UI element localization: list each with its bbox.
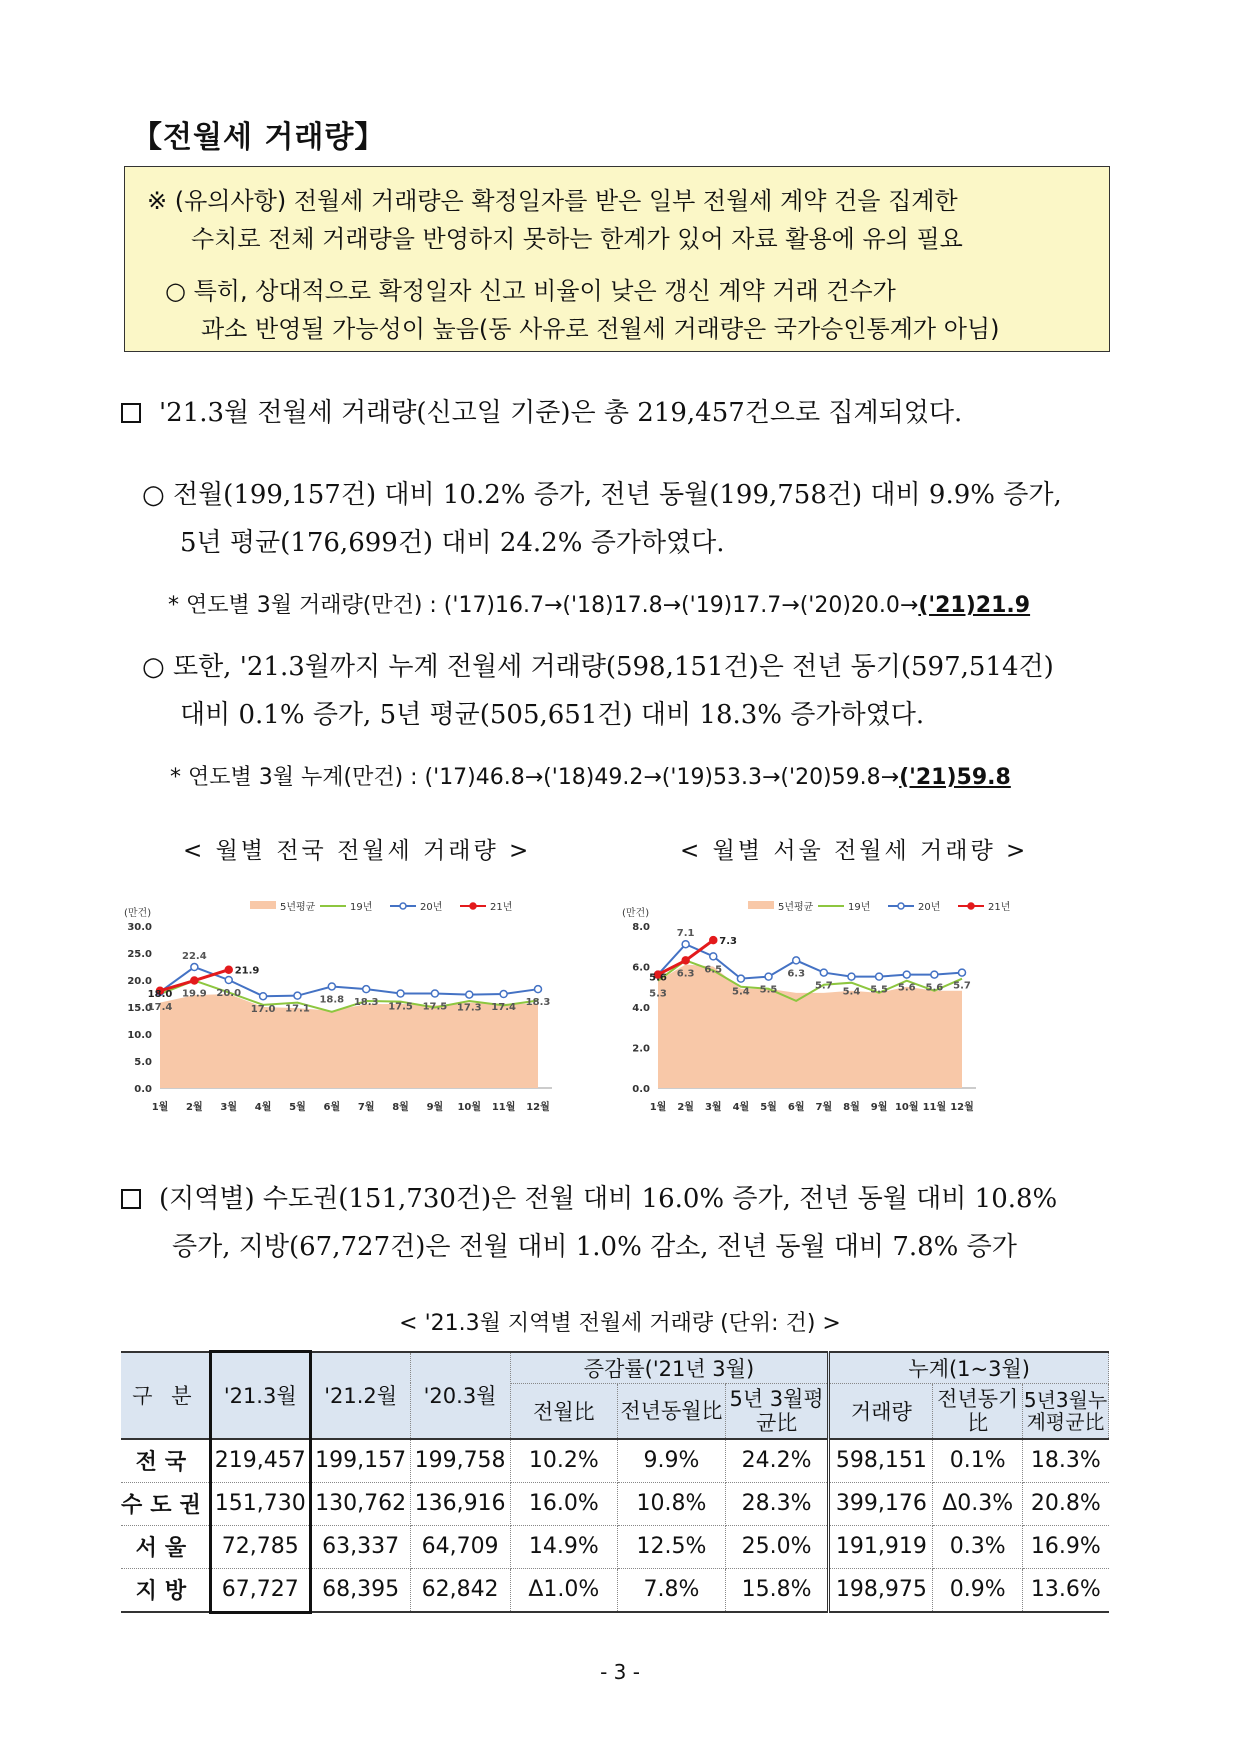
- data-point: [328, 983, 335, 990]
- data-point: [876, 973, 883, 980]
- data-point: [820, 969, 827, 976]
- data-point: [397, 990, 404, 997]
- data-label: 20.0: [216, 988, 242, 999]
- legend-label: 21년: [490, 902, 513, 913]
- x-tick-label: 10월: [457, 1102, 482, 1113]
- legend-swatch: [250, 901, 276, 909]
- data-label: 5.6: [649, 972, 667, 984]
- x-tick-label: 1월: [151, 1102, 169, 1113]
- x-tick-label: 8월: [843, 1102, 860, 1113]
- data-point: [191, 964, 198, 971]
- data-point: [294, 992, 301, 999]
- y-tick-label: 30.0: [127, 922, 152, 933]
- y-tick-label: 25.0: [127, 949, 152, 960]
- header-cum-vol: 거래량: [829, 1383, 933, 1439]
- table-cell: 12.5%: [618, 1525, 726, 1568]
- notice-line-1: ※ (유의사항) 전월세 거래량은 확정일자를 받은 일부 전월세 계약 건을 집계한: [147, 187, 958, 215]
- table-cell: 0.9%: [933, 1568, 1023, 1612]
- x-tick-label: 7월: [815, 1102, 833, 1113]
- data-label: 7.1: [676, 928, 695, 940]
- data-point: [793, 957, 800, 964]
- data-label: 18.0: [147, 988, 173, 1000]
- data-point: [225, 977, 232, 984]
- bullet1-line2: 5년 평균(176,699건) 대비 24.2% 증가하였다.: [180, 528, 725, 558]
- table-caption: < '21.3월 지역별 전월세 거래량 (단위: 건) >: [399, 1311, 841, 1336]
- header-cum-5y: 5년3월누계평균比: [1023, 1383, 1109, 1439]
- x-tick-label: 11월: [491, 1102, 516, 1113]
- table-cell: 67,727: [210, 1568, 310, 1612]
- section2-line2: 증가, 지방(67,727건)은 전월 대비 1.0% 감소, 전년 동월 대비 7.8% 증가: [172, 1232, 1017, 1262]
- data-point: [682, 941, 689, 948]
- x-tick-label: 5월: [760, 1102, 777, 1113]
- header-rate-group: 증감률('21년 3월): [510, 1352, 829, 1384]
- table-cell: 64,709: [410, 1525, 510, 1568]
- table-row-label: 서울: [121, 1525, 210, 1568]
- header-cum-yoy: 전년동기比: [933, 1383, 1023, 1439]
- table-row-label: 지방: [121, 1568, 210, 1612]
- header-gubun: 구 분: [121, 1352, 210, 1439]
- national-chart: [124, 876, 618, 1138]
- header-2102: '21.2월: [310, 1352, 410, 1439]
- unit-label: (만건): [124, 908, 152, 919]
- table-row: [121, 1568, 1109, 1612]
- legend-marker: [400, 903, 406, 909]
- table-cell: Δ0.3%: [933, 1482, 1023, 1525]
- y-tick-label: 8.0: [632, 922, 650, 933]
- x-tick-label: 7월: [357, 1102, 375, 1113]
- y-tick-label: 4.0: [632, 1003, 650, 1014]
- bullet2-line2: 대비 0.1% 증가, 5년 평균(505,651건) 대비 18.3% 증가하였다.: [180, 700, 925, 730]
- unit-label: (만건): [622, 908, 650, 919]
- x-tick-label: 6월: [323, 1102, 341, 1113]
- table-cell: 0.1%: [933, 1439, 1023, 1483]
- table-cell: 63,337: [310, 1525, 410, 1568]
- data-point: [710, 937, 717, 944]
- data-point: [363, 986, 370, 993]
- x-tick-label: 1월: [649, 1102, 667, 1113]
- data-label: 18.3: [525, 997, 551, 1009]
- x-tick-label: 4월: [732, 1102, 750, 1113]
- data-label: 21.9: [234, 965, 260, 977]
- x-tick-label: 3월: [220, 1102, 238, 1113]
- y-tick-label: 5.0: [134, 1057, 152, 1068]
- header-rate-5y: 5년 3월평균比: [725, 1383, 829, 1439]
- header-cum-group: 누계(1~3월): [829, 1352, 1109, 1384]
- data-point: [260, 993, 267, 1000]
- data-point: [931, 971, 938, 978]
- data-point: [225, 966, 232, 973]
- legend-label: 19년: [848, 902, 871, 913]
- table-cell: 10.8%: [618, 1482, 726, 1525]
- y-tick-label: 20.0: [127, 976, 152, 987]
- data-label: 17.4: [147, 1002, 173, 1014]
- section1-headline-row: [121, 392, 962, 429]
- x-tick-label: 8월: [392, 1102, 409, 1113]
- data-point: [903, 971, 910, 978]
- table-cell: 13.6%: [1023, 1568, 1109, 1612]
- note1-text: * 연도별 3월 거래량(만건) : ('17)16.7→('18)17.8→('19)17.7→('20)20.0→: [168, 593, 919, 618]
- y-tick-label: 10.0: [127, 1030, 152, 1041]
- legend-label: 21년: [988, 902, 1011, 913]
- table-cell: 14.9%: [510, 1525, 618, 1568]
- notice-line-4: 과소 반영될 가능성이 높음(동 사유로 전월세 거래량은 국가승인통계가 아님): [201, 315, 1000, 343]
- legend-swatch: [748, 901, 774, 909]
- x-tick-label: 12월: [950, 1102, 974, 1113]
- table-cell: 598,151: [829, 1439, 933, 1483]
- x-tick-label: 6월: [787, 1102, 805, 1113]
- header-rate-yoy: 전년동월比: [618, 1383, 726, 1439]
- note2-text: * 연도별 3월 누계(만건) : ('17)46.8→('18)49.2→('19)53.3→('20)59.8→: [170, 765, 900, 790]
- table-row: [121, 1525, 1109, 1568]
- x-tick-label: 9월: [870, 1102, 888, 1113]
- legend-marker: [470, 903, 476, 909]
- table-cell: 10.2%: [510, 1439, 618, 1483]
- legend-label: 20년: [420, 902, 443, 913]
- region-table: [121, 1350, 1109, 1614]
- table-cell: 15.8%: [725, 1568, 829, 1612]
- data-point: [710, 953, 717, 960]
- data-label: 17.5: [422, 1001, 448, 1013]
- table-cell: 72,785: [210, 1525, 310, 1568]
- y-tick-label: 15.0: [127, 1003, 152, 1014]
- seoul-chart: [622, 876, 1098, 1138]
- data-point: [466, 991, 473, 998]
- y-tick-label: 0.0: [632, 1084, 650, 1095]
- notice-box: [124, 166, 1110, 352]
- table-cell: 16.9%: [1023, 1525, 1109, 1568]
- notice-line-2: 수치로 전체 거래량을 반영하지 못하는 한계가 있어 자료 활용에 유의 필요: [191, 225, 963, 253]
- note2-highlight: ('21)59.8: [899, 765, 1011, 790]
- bullet2-line1: ○ 또한, '21.3월까지 누계 전월세 거래량(598,151건)은 전년 동기(597,514건): [142, 652, 1054, 682]
- data-label: 19.9: [182, 988, 207, 1000]
- table-cell: 130,762: [310, 1482, 410, 1525]
- legend-label: 5년평균: [778, 902, 814, 913]
- table-cell: 219,457: [210, 1439, 310, 1483]
- note1-highlight: ('21)21.9: [918, 593, 1031, 618]
- data-label: 6.3: [676, 968, 695, 980]
- data-point: [682, 957, 689, 964]
- page-number: - 3 -: [600, 1660, 640, 1684]
- legend-label: 19년: [350, 902, 373, 913]
- table-cell: 199,157: [310, 1439, 410, 1483]
- data-point: [848, 973, 855, 980]
- data-point: [191, 977, 198, 984]
- data-label: 17.3: [456, 1002, 482, 1014]
- table-cell: 7.8%: [618, 1568, 726, 1612]
- x-tick-label: 12월: [526, 1102, 550, 1113]
- y-tick-label: 6.0: [632, 962, 650, 974]
- legend-label: 5년평균: [280, 902, 316, 913]
- table-row-label: 수도권: [121, 1482, 210, 1525]
- table-cell: 20.8%: [1023, 1482, 1109, 1525]
- table-row: [121, 1482, 1109, 1525]
- legend-marker: [898, 903, 904, 909]
- data-label: 17.1: [285, 1003, 310, 1015]
- y-tick-label: 2.0: [632, 1043, 650, 1055]
- checkbox-square-icon: [121, 403, 141, 423]
- data-point: [737, 975, 744, 982]
- data-label: 5.7: [953, 980, 971, 992]
- chart-title-seoul: < 월별 서울 전월세 거래량 >: [680, 838, 1029, 864]
- x-tick-label: 4월: [254, 1102, 272, 1113]
- x-tick-label: 10월: [894, 1102, 919, 1113]
- table-cell: 136,916: [410, 1482, 510, 1525]
- table-cell: 28.3%: [725, 1482, 829, 1525]
- x-tick-label: 2월: [677, 1102, 694, 1113]
- legend-marker: [968, 903, 974, 909]
- header-rate-prev: 전월比: [510, 1383, 618, 1439]
- header-2103: '21.3월: [210, 1352, 310, 1439]
- data-label: 6.5: [704, 964, 723, 976]
- data-label: 18.3: [353, 997, 379, 1009]
- x-tick-label: 11월: [922, 1102, 947, 1113]
- data-label: 5.6: [925, 982, 944, 994]
- data-point: [765, 973, 772, 980]
- header-2003: '20.3월: [410, 1352, 510, 1439]
- data-point: [535, 986, 542, 993]
- table-cell: 199,758: [410, 1439, 510, 1483]
- table-cell: 16.0%: [510, 1482, 618, 1525]
- table-cell: 62,842: [410, 1568, 510, 1612]
- data-label: 17.4: [491, 1002, 516, 1014]
- section2-line1: (지역별) 수도권(151,730건)은 전월 대비 16.0% 증가, 전년 동월 대비 10.8%: [159, 1184, 1058, 1214]
- series-area: [658, 964, 962, 1088]
- chart-title-national: < 월별 전국 전월세 거래량 >: [183, 838, 532, 864]
- legend-label: 20년: [918, 902, 941, 913]
- data-label: 17.0: [250, 1004, 276, 1016]
- table-cell: 191,919: [829, 1525, 933, 1568]
- table-cell: 24.2%: [725, 1439, 829, 1483]
- data-point: [431, 990, 438, 997]
- page-title: 【전월세 거래량】: [132, 120, 386, 155]
- y-tick-label: 0.0: [134, 1084, 152, 1095]
- data-label: 22.4: [182, 951, 207, 963]
- x-tick-label: 3월: [704, 1102, 722, 1113]
- table-row-label: 전국: [121, 1439, 210, 1483]
- data-label: 5.4: [732, 986, 750, 998]
- table-cell: 151,730: [210, 1482, 310, 1525]
- data-label: 5.6: [897, 982, 916, 994]
- data-label: 17.5: [388, 1001, 413, 1013]
- data-label: 7.3: [719, 936, 737, 948]
- data-label: 5.7: [814, 980, 833, 992]
- table-cell: 25.0%: [725, 1525, 829, 1568]
- notice-line-3: ○ 특히, 상대적으로 확정일자 신고 비율이 낮은 갱신 계약 거래 건수가: [165, 277, 896, 305]
- table-cell: 68,395: [310, 1568, 410, 1612]
- data-label: 5.4: [842, 986, 861, 998]
- note2-row: [170, 760, 1011, 791]
- table-cell: 399,176: [829, 1482, 933, 1525]
- data-label: 18.8: [319, 994, 345, 1006]
- data-point: [959, 969, 966, 976]
- x-tick-label: 2월: [186, 1102, 203, 1113]
- x-tick-label: 9월: [426, 1102, 444, 1113]
- table-cell: 18.3%: [1023, 1439, 1109, 1483]
- table-cell: 198,975: [829, 1568, 933, 1612]
- x-tick-label: 5월: [289, 1102, 306, 1113]
- section1-headline: '21.3월 전월세 거래량(신고일 기준)은 총 219,457건으로 집계되었다.: [159, 398, 963, 428]
- data-label: 5.3: [649, 988, 667, 1000]
- section2-line1-row: [121, 1178, 1057, 1215]
- table-cell: 0.3%: [933, 1525, 1023, 1568]
- table-cell: Δ1.0%: [510, 1568, 618, 1612]
- note1-row: [168, 588, 1030, 619]
- bullet1-line1: ○ 전월(199,157건) 대비 10.2% 증가, 전년 동월(199,758건) 대비 9.9% 증가,: [142, 480, 1062, 510]
- table-row: [121, 1439, 1109, 1483]
- data-label: 5.5: [870, 984, 888, 996]
- checkbox-square-icon: [121, 1189, 141, 1209]
- data-label: 6.3: [787, 968, 806, 980]
- data-label: 5.5: [759, 984, 778, 996]
- data-point: [500, 991, 507, 998]
- table-cell: 9.9%: [618, 1439, 726, 1483]
